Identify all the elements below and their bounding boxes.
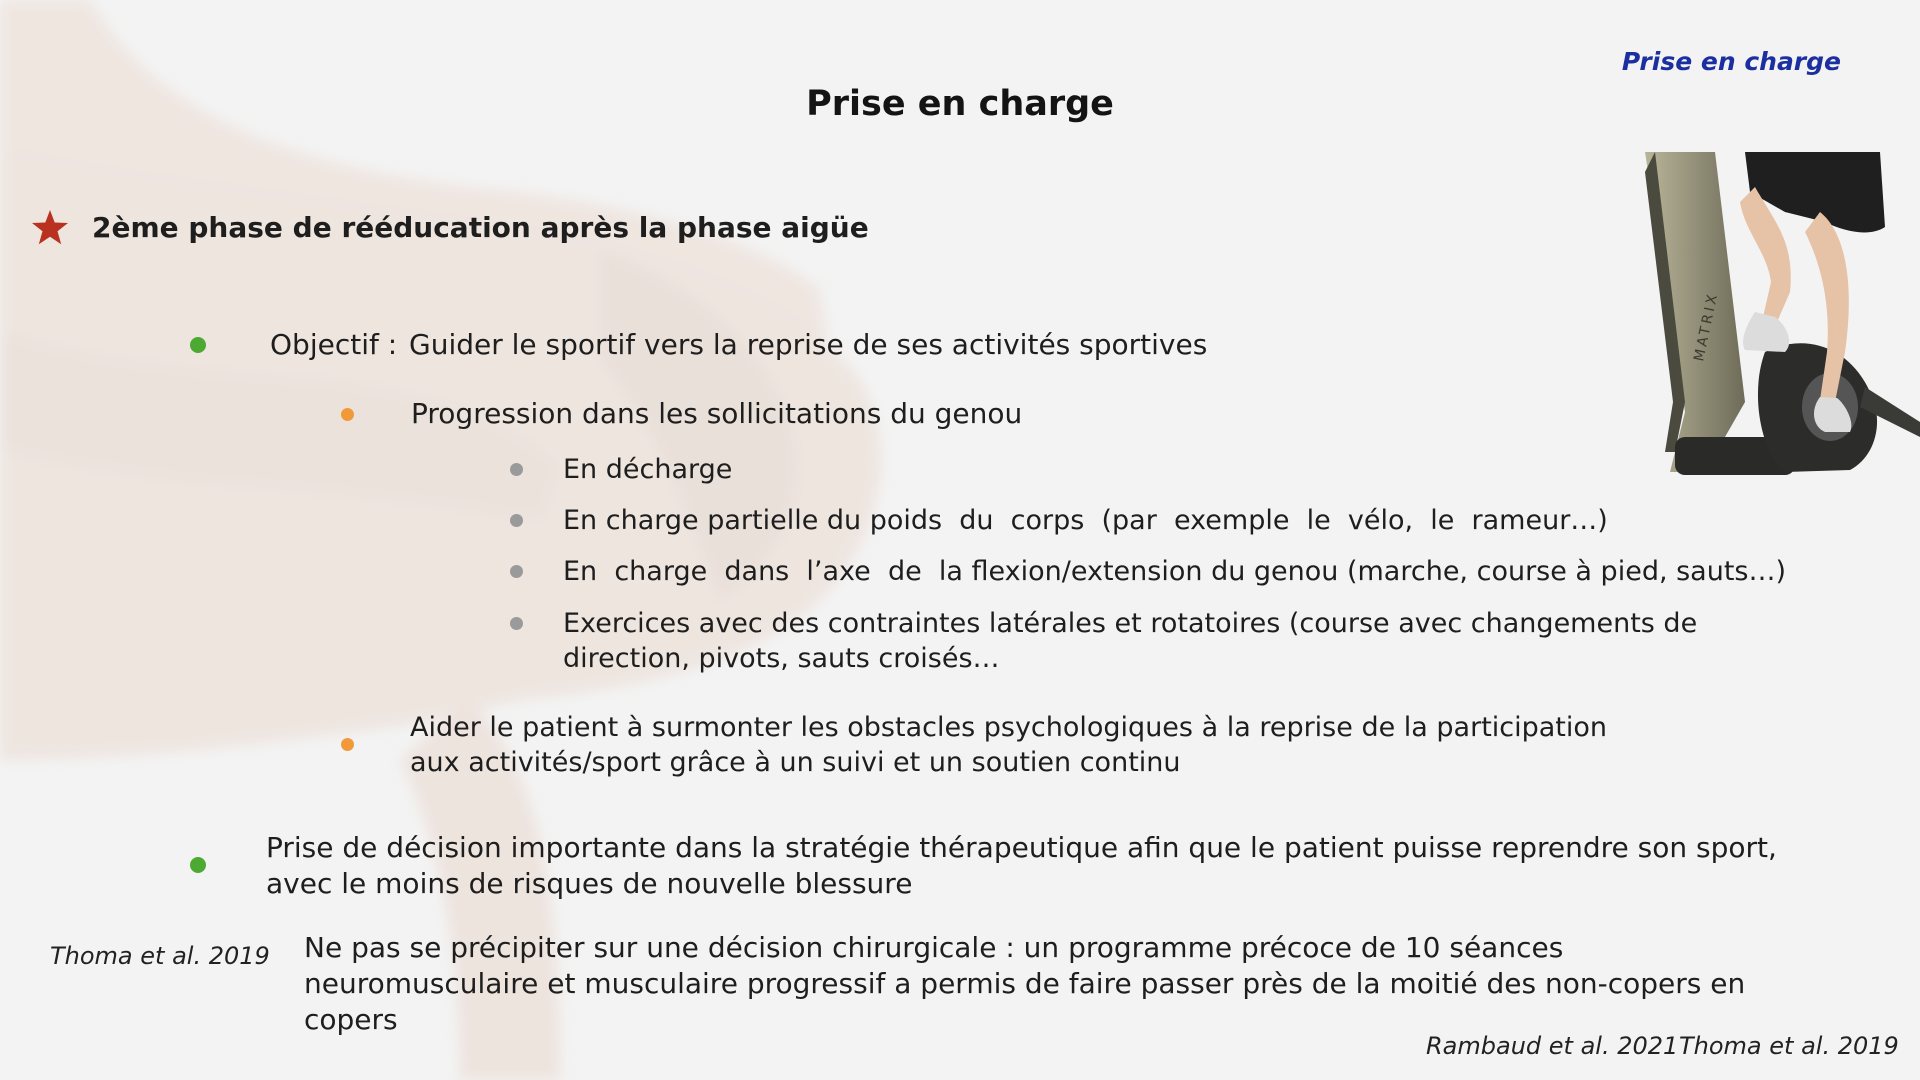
objective-label: Objectif :	[270, 328, 398, 361]
progression-heading: Progression dans les sollicitations du genou	[411, 397, 1023, 430]
psychology-text: Aider le patient à surmonter les obstacles psychologiques à la reprise de la participation aux activités/sport grâce à un suivi et un soutien continu	[410, 712, 1608, 778]
progression-item: En décharge	[563, 454, 733, 485]
decision-text: Prise de décision importante dans la stratégie thérapeutique afin que le patient puisse reprendre son sport, avec le moins de risques de nouvelle blessure	[266, 831, 1777, 900]
note-reference: Thoma et al. 2019	[50, 942, 270, 970]
star-icon	[30, 208, 70, 248]
bullet-grey	[510, 463, 523, 476]
bullet-green	[190, 857, 206, 873]
reference-2: Thoma et al. 2019	[1679, 1032, 1899, 1060]
exercise-bike-photo	[1645, 152, 1920, 482]
note-text: Ne pas se précipiter sur une décision chirurgicale : un programme précoce de 10 séances neuromusculaire et musculaire progressif a permis de faire passer près de la moitié des non-copers en copers	[304, 931, 1746, 1036]
progression-item: Exercices avec des contraintes latérales et rotatoires (course avec changements de direction, pivots, sauts croisés…	[563, 608, 1698, 674]
bullet-green	[190, 337, 206, 353]
bullet-orange	[341, 408, 354, 421]
phase-heading: 2ème phase de rééducation après la phase aigüe	[92, 211, 869, 244]
section-tag: Prise en charge	[1621, 47, 1841, 76]
progression-item: En charge partielle du poids du corps (par exemple le vélo, le rameur…)	[563, 505, 1608, 536]
reference-1: Rambaud et al. 2021	[1426, 1032, 1679, 1060]
objective-text: Guider le sportif vers la reprise de ses activités sportives	[409, 328, 1208, 361]
progression-item: En charge dans l’axe de la flexion/extension du genou (marche, course à pied, sauts…)	[563, 556, 1787, 587]
page-title: Prise en charge	[806, 84, 1114, 124]
bullet-orange	[341, 738, 354, 751]
photo-brand-text: MATRIX	[1691, 290, 1722, 363]
bullet-grey	[510, 565, 523, 578]
bullet-grey	[510, 617, 523, 630]
bullet-grey	[510, 514, 523, 527]
